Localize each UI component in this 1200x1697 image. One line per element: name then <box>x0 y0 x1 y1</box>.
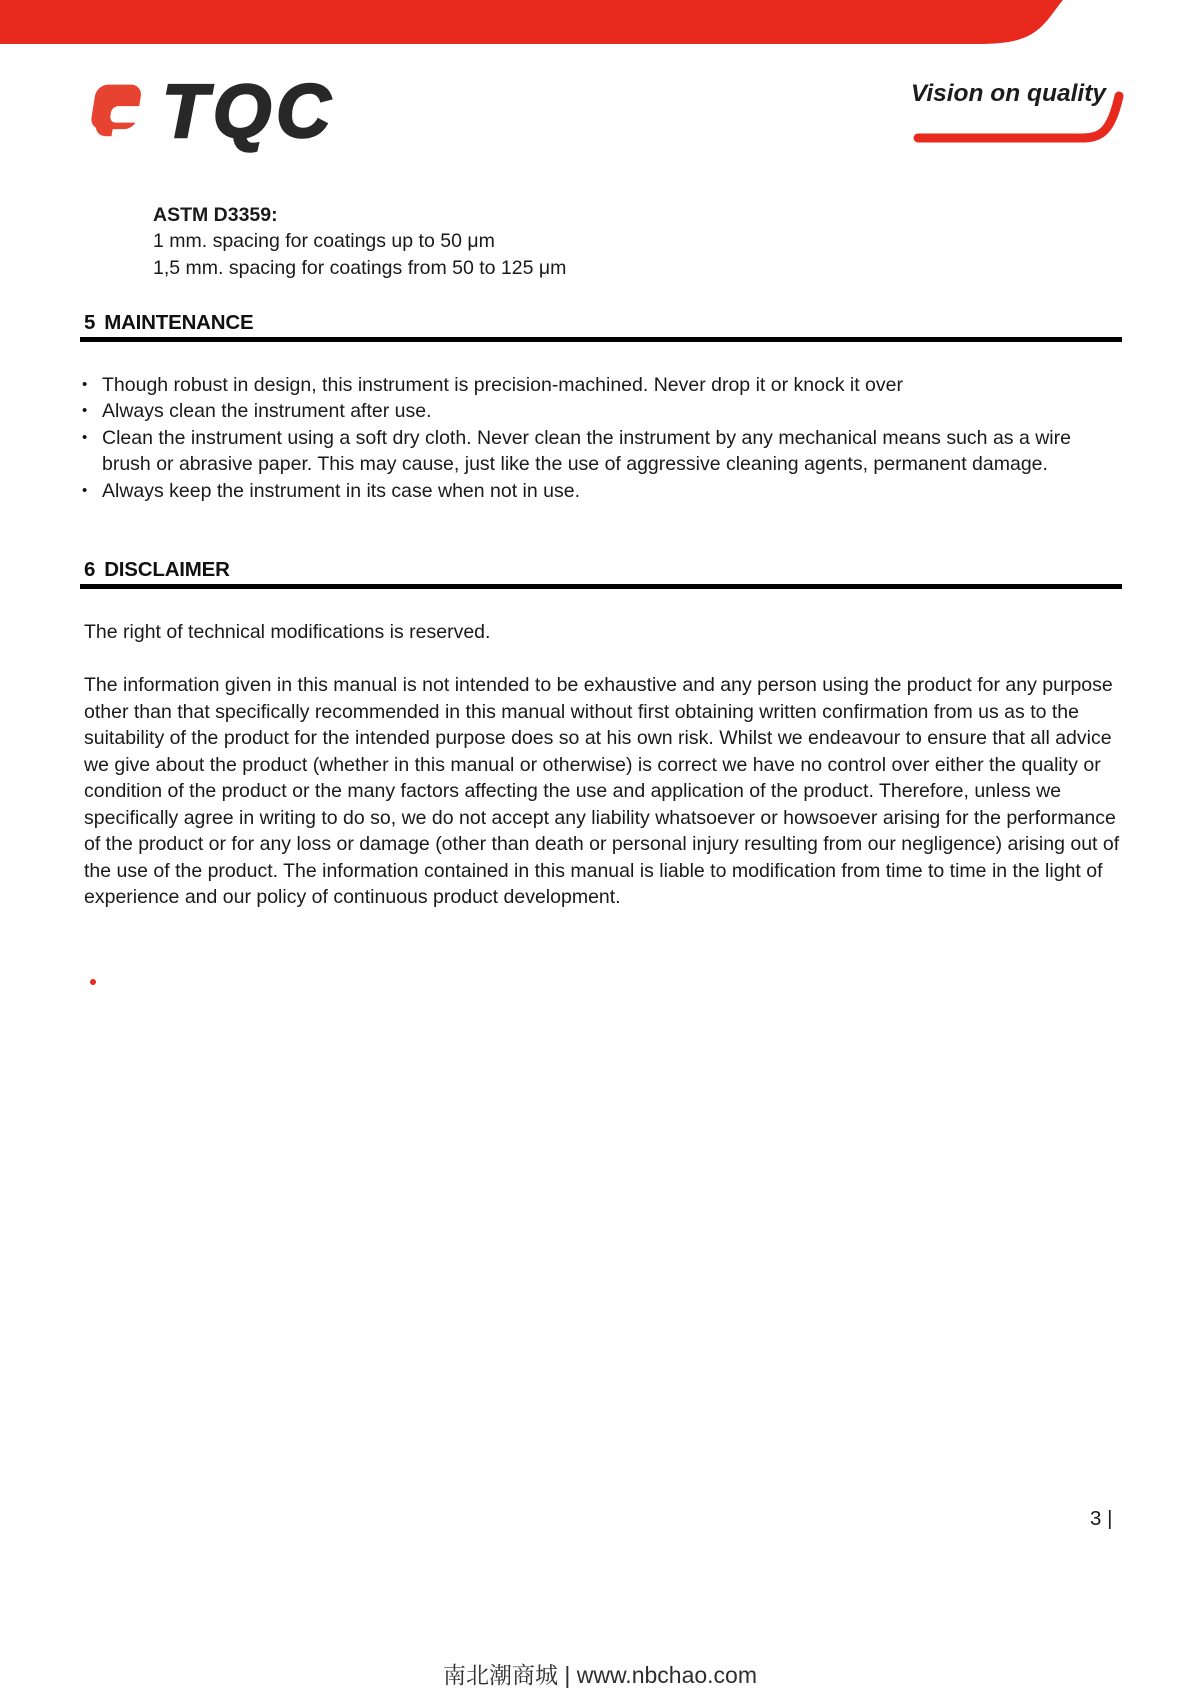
bullet-item <box>82 425 1122 478</box>
bullet-icon: • <box>82 481 88 499</box>
footer-link[interactable]: 南北潮商城 | www.nbchao.com <box>442 1662 757 1688</box>
tqc-logo-mark-icon <box>84 74 150 144</box>
bullet-text: Though robust in design, this instrument is precision-machined. Never drop it or knock it over <box>102 374 903 396</box>
footer <box>0 1657 1200 1690</box>
bullet-text: Always clean the instrument after use. <box>102 400 432 423</box>
tagline: Vision on quality <box>910 80 1106 107</box>
astm-line-1: 1 mm. spacing for coatings up to 50 μm <box>153 230 495 253</box>
section-title: DISCLAIMER <box>104 558 230 581</box>
astm-block <box>153 202 566 281</box>
bullet-item <box>82 398 1122 424</box>
section-heading-disclaimer <box>84 558 230 582</box>
disclaimer-intro: The right of technical modifications is reserved. <box>84 621 491 643</box>
section-title: MAINTENANCE <box>104 311 254 334</box>
bullet-text: Clean the instrument using a soft dry cloth. Never clean the instrument by any mechanical means such as a wire brush or abrasive paper. This may cause, just like the use of aggressive cleaning agents, permanent damage. <box>102 426 1071 476</box>
section-number: 6 <box>84 558 96 581</box>
bullet-item <box>82 478 1122 504</box>
bullet-icon: • <box>82 428 88 446</box>
tqc-logo <box>84 69 336 153</box>
astm-line-2: 1,5 mm. spacing for coatings from 50 to 125 μm <box>153 256 567 279</box>
bullet-text: Always keep the instrument in its case when not in use. <box>102 479 580 502</box>
maintenance-bullet-list <box>82 372 1122 504</box>
stray-dot <box>90 979 96 985</box>
tagline-swoosh-icon <box>913 88 1128 146</box>
astm-heading: ASTM D3359: <box>153 204 278 226</box>
bullet-icon: • <box>82 376 88 393</box>
section-rule <box>80 584 1122 589</box>
section-heading-maintenance <box>84 311 253 335</box>
header-banner <box>0 0 1200 46</box>
bullet-item <box>82 372 1122 398</box>
disclaimer-body: The information given in this manual is not intended to be exhaustive and any person using the product for any purpose other than that specifically recommended in this manual without first obtaining written confirmation from us as to the suitability of the product for the intended purpose does so at his own risk. Whilst we endeavour to ensure that all advice we give about the product (whether in this manual or otherwise) is correct we have no control over either the quality or condition of the product or the many factors affecting the use and application of the product. Therefore, unless we specifically agree in writing to do so, we do not accept any liability whatsoever or howsoever arising for the performance of the product or for any loss or damage (other than death or personal injury resulting from our negligence) arising out of the use of the product. The information contained in this manual is liable to modification from time to time in the light of experience and our policy of continuous product development. <box>84 674 1120 908</box>
section-rule <box>80 337 1122 342</box>
bullet-icon: • <box>82 402 88 420</box>
tqc-logo-text: TQC <box>162 69 336 153</box>
section-number: 5 <box>84 311 96 334</box>
page-number: 3 | <box>1090 1507 1113 1530</box>
